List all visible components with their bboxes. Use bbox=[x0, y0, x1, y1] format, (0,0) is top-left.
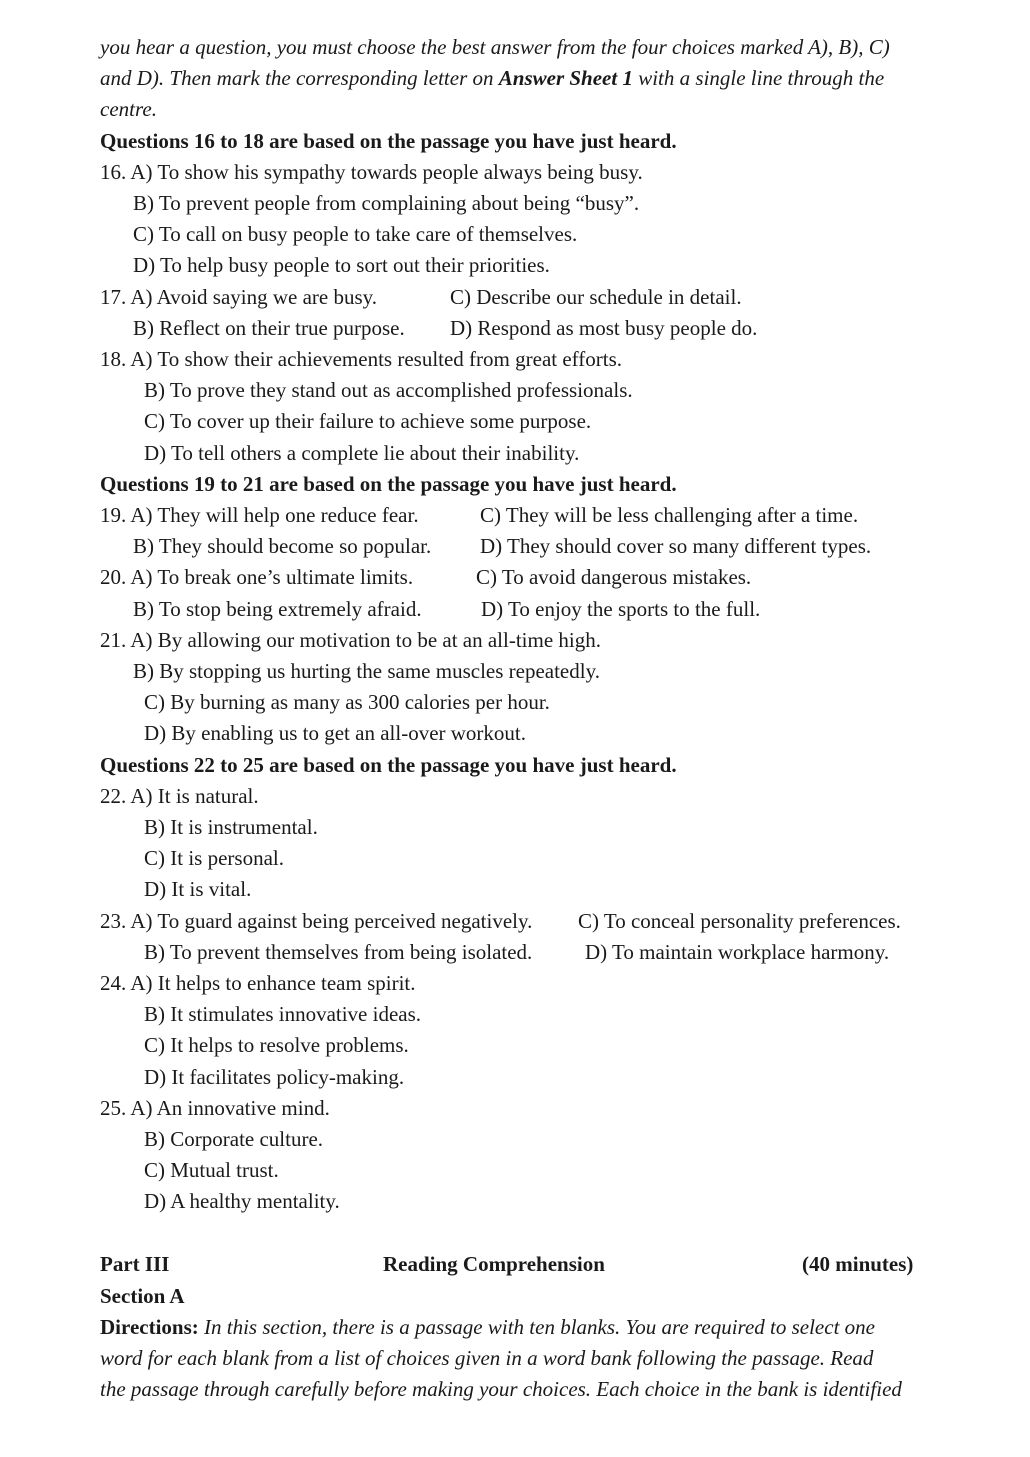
question-20-option-a: 20. A) To break one’s ultimate limits. bbox=[100, 565, 414, 589]
question-20-option-c: C) To avoid dangerous mistakes. bbox=[476, 565, 752, 589]
question-22-option-c: C) It is personal. bbox=[144, 846, 284, 870]
question-19-option-b: B) They should become so popular. bbox=[133, 534, 432, 558]
question-21-option-a: 21. A) By allowing our motivation to be at an all-time high. bbox=[100, 628, 602, 652]
directions-line-2: word for each blank from a list of choices given in a word bank following the passage. Read bbox=[100, 1346, 874, 1370]
question-17-option-c: C) Describe our schedule in detail. bbox=[450, 285, 742, 309]
question-20-option-b: B) To stop being extremely afraid. bbox=[133, 597, 422, 621]
question-24-option-d: D) It facilitates policy-making. bbox=[144, 1065, 405, 1089]
question-25-option-b: B) Corporate culture. bbox=[144, 1127, 324, 1151]
group-heading-19-21: Questions 19 to 21 are based on the passage you have just heard. bbox=[100, 472, 677, 496]
question-19-option-a: 19. A) They will help one reduce fear. bbox=[100, 503, 419, 527]
question-18-option-d: D) To tell others a complete lie about their inability. bbox=[144, 441, 580, 465]
question-20-option-d: D) To enjoy the sports to the full. bbox=[481, 597, 761, 621]
answer-sheet-label: Answer Sheet 1 bbox=[498, 66, 633, 90]
question-25-option-a: 25. A) An innovative mind. bbox=[100, 1096, 330, 1120]
directions-line-3: the passage through carefully before making your choices. Each choice in the bank is identified bbox=[100, 1377, 902, 1401]
intro-line-2-post: with a single line through the bbox=[632, 66, 885, 90]
question-25-option-d: D) A healthy mentality. bbox=[144, 1189, 340, 1213]
question-16-option-d: D) To help busy people to sort out their priorities. bbox=[133, 253, 550, 277]
intro-line-1: you hear a question, you must choose the best answer from the four choices marked A), B), C) bbox=[100, 35, 890, 59]
question-23-option-a: 23. A) To guard against being perceived negatively. bbox=[100, 909, 533, 933]
group-heading-16-18: Questions 16 to 18 are based on the passage you have just heard. bbox=[100, 129, 677, 153]
question-21-option-b: B) By stopping us hurting the same muscles repeatedly. bbox=[133, 659, 600, 683]
question-17-option-b: B) Reflect on their true purpose. bbox=[133, 316, 405, 340]
question-24-option-b: B) It stimulates innovative ideas. bbox=[144, 1002, 422, 1026]
question-18-option-a: 18. A) To show their achievements resulted from great efforts. bbox=[100, 347, 623, 371]
question-16-option-a: 16. A) To show his sympathy towards people always being busy. bbox=[100, 160, 643, 184]
question-24-option-a: 24. A) It helps to enhance team spirit. bbox=[100, 971, 416, 995]
question-21-option-c: C) By burning as many as 300 calories per hour. bbox=[144, 690, 550, 714]
directions-text-1: In this section, there is a passage with ten blanks. You are required to select one bbox=[198, 1315, 875, 1339]
question-25-option-c: C) Mutual trust. bbox=[144, 1158, 279, 1182]
part-title: Reading Comprehension bbox=[383, 1252, 605, 1276]
question-16-option-b: B) To prevent people from complaining about being “busy”. bbox=[133, 191, 640, 215]
question-19-option-c: C) They will be less challenging after a time. bbox=[480, 503, 859, 527]
question-18-option-b: B) To prove they stand out as accomplished professionals. bbox=[144, 378, 633, 402]
group-heading-22-25: Questions 22 to 25 are based on the passage you have just heard. bbox=[100, 753, 677, 777]
question-23-option-c: C) To conceal personality preferences. bbox=[578, 909, 901, 933]
question-22-option-d: D) It is vital. bbox=[144, 877, 252, 901]
intro-line-2 bbox=[100, 66, 884, 90]
question-21-option-d: D) By enabling us to get an all-over workout. bbox=[144, 721, 526, 745]
question-17-option-d: D) Respond as most busy people do. bbox=[450, 316, 758, 340]
question-18-option-c: C) To cover up their failure to achieve some purpose. bbox=[144, 409, 592, 433]
question-19-option-d: D) They should cover so many different types. bbox=[480, 534, 872, 558]
question-22-option-a: 22. A) It is natural. bbox=[100, 784, 259, 808]
part-label: Part III bbox=[100, 1252, 170, 1276]
directions-label: Directions: bbox=[100, 1315, 199, 1339]
question-23-option-b: B) To prevent themselves from being isolated. bbox=[144, 940, 533, 964]
intro-line-3: centre. bbox=[100, 97, 157, 121]
question-22-option-b: B) It is instrumental. bbox=[144, 815, 318, 839]
intro-line-2-pre: and D). Then mark the corresponding letter on bbox=[100, 66, 499, 90]
question-24-option-c: C) It helps to resolve problems. bbox=[144, 1033, 409, 1057]
question-23-option-d: D) To maintain workplace harmony. bbox=[585, 940, 890, 964]
directions-line-1 bbox=[100, 1315, 875, 1339]
question-16-option-c: C) To call on busy people to take care of themselves. bbox=[133, 222, 578, 246]
part-time: (40 minutes) bbox=[802, 1252, 914, 1276]
question-17-option-a: 17. A) Avoid saying we are busy. bbox=[100, 285, 378, 309]
section-label: Section A bbox=[100, 1284, 185, 1308]
